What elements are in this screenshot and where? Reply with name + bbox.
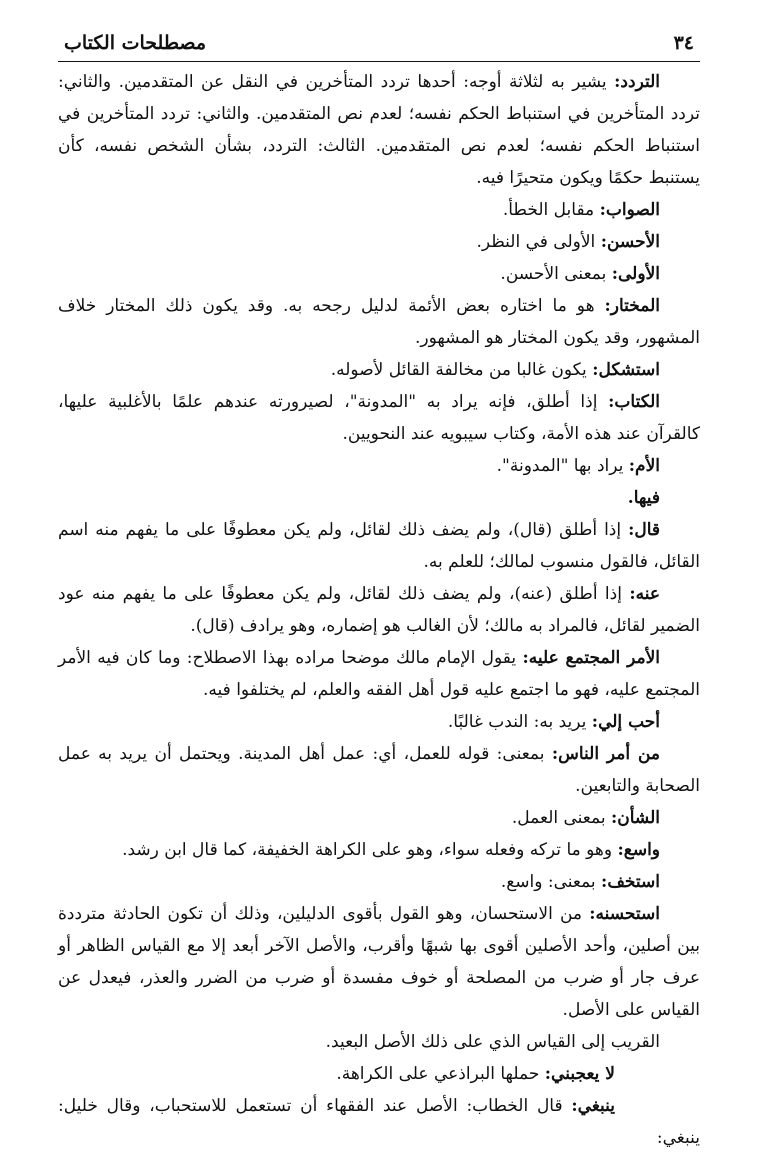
glossary-entry xyxy=(58,450,700,482)
entry-term: الصواب: xyxy=(599,200,660,220)
entry-definition: إذا أطلق، فإنه يراد به "المدونة"، لصيرورته عندهم علمًا بالأغلبية عليها، كالقرآن عند هذه الأمة، وكتاب سيبويه عند النحويين. xyxy=(58,392,700,444)
page-number: ٣٤ xyxy=(673,32,694,54)
entry-term: فيها. xyxy=(627,488,660,508)
entry-term: الأحسن: xyxy=(600,232,660,252)
entry-definition: القريب إلى القياس الذي على ذلك الأصل البعيد. xyxy=(325,1032,660,1052)
glossary-entry xyxy=(58,194,700,226)
glossary-entry xyxy=(58,354,700,386)
entry-definition: إذا أطلق (عنه)، ولم يضف ذلك لقائل، ولم يكن معطوفًا على ما يفهم منه عود الضمير لقائل، فالمراد به مالك؛ لأن الغالب هو إضماره، وهو يرادف (قال). xyxy=(58,584,700,636)
glossary-entry xyxy=(58,898,700,1026)
entry-term: أحب إلي: xyxy=(591,712,660,732)
running-header xyxy=(58,0,700,62)
glossary-entry xyxy=(58,226,700,258)
entry-term: قال: xyxy=(628,520,660,540)
glossary-entry xyxy=(58,482,700,514)
entry-term: من أمر الناس: xyxy=(551,744,661,764)
entry-term: الكتاب: xyxy=(608,392,660,412)
entry-term: الشأن: xyxy=(610,808,660,828)
entry-term: استخف: xyxy=(601,872,660,892)
glossary-entry xyxy=(58,1026,700,1058)
glossary-entry xyxy=(58,1090,700,1154)
glossary-entry xyxy=(58,834,700,866)
entry-definition: قال الخطاب: الأصل عند الفقهاء أن تستعمل للاستحباب، وقال خليل: ينبغي: xyxy=(58,1096,700,1148)
glossary-entry xyxy=(58,706,700,738)
glossary-entry xyxy=(58,514,700,578)
glossary-entry xyxy=(58,866,700,898)
glossary-entry xyxy=(58,386,700,450)
entry-definition: الأولى في النظر. xyxy=(476,232,596,252)
entry-term: الأم: xyxy=(628,456,660,476)
glossary-entry xyxy=(58,66,700,194)
entry-term: عنه: xyxy=(629,584,660,604)
glossary-entry xyxy=(58,290,700,354)
entry-definition: من الاستحسان، وهو القول بأقوى الدليلين، وذلك أن تكون الحادثة مترددة بين أصلين، وأحد الأصلين أقوى بها شبهًا وأقرب، والأصل الآخر أبعد إلا مع القياس الظاهر أو عرف جار أو ضرب من المصلحة أو خوف مفسدة أو ضرب من الضرر والعذر، فيعدل عن القياس على الأصل. xyxy=(58,904,700,1020)
entry-definition: يقول الإمام مالك موضحا مراده بهذا الاصطلاح: وما كان فيه الأمر المجتمع عليه، فهو ما اجتمع عليه قول أهل الفقه والعلم، لم يختلفوا فيه. xyxy=(58,648,700,700)
glossary-entry xyxy=(58,642,700,706)
glossary-entry xyxy=(58,578,700,642)
glossary-entry xyxy=(58,1058,700,1090)
glossary-entry xyxy=(58,738,700,802)
entry-definition: إذا أطلق (قال)، ولم يضف ذلك لقائل، ولم يكن معطوفًا على ما يفهم منه اسم القائل، فالقول منسوب لمالك؛ للعلم به. xyxy=(58,520,700,572)
glossary-entry xyxy=(58,258,700,290)
entry-term: الأولى: xyxy=(611,264,660,284)
entry-definition: هو ما اختاره بعض الأئمة لدليل رجحه به. وقد يكون ذلك المختار خلاف المشهور، وقد يكون المختار هو المشهور. xyxy=(58,296,700,348)
entry-definition: يشير به لثلاثة أوجه: أحدها تردد المتأخرين في النقل عن المتقدمين. والثاني: تردد المتأخرين في استنباط الحكم نفسه؛ لعدم نص المتقدمين. والثاني: تردد المتأخرين في استنباط الحكم نفسه؛ لعدم نص المتقدمين. الثالث: التردد، بشأن الشخص نفسه، كأن يستنبط حكمًا ويكون متحيرًا فيه. xyxy=(58,72,700,188)
glossary-entries xyxy=(58,66,700,1154)
entry-definition: مقابل الخطأ. xyxy=(502,200,595,220)
entry-definition: يريد به: الندب غالبًا. xyxy=(447,712,587,732)
entry-definition: بمعنى الأحسن. xyxy=(500,264,607,284)
glossary-entry xyxy=(58,802,700,834)
entry-term: الأمر المجتمع عليه: xyxy=(522,648,660,668)
book-title: مصطلحات الكتاب xyxy=(64,32,207,54)
entry-term: استشكل: xyxy=(592,360,660,380)
entry-definition: وهو ما تركه وفعله سواء، وهو على الكراهة الخفيفة، كما قال ابن رشد. xyxy=(122,840,613,860)
entry-term: واسع: xyxy=(617,840,660,860)
entry-definition: يراد بها "المدونة". xyxy=(496,456,624,476)
entry-definition: بمعنى: واسع. xyxy=(500,872,596,892)
entry-definition: يكون غالبا من مخالفة القائل لأصوله. xyxy=(330,360,587,380)
entry-term: ينبغي: xyxy=(571,1096,616,1116)
entry-definition: حملها البراذعي على الكراهة. xyxy=(336,1064,540,1084)
entry-definition: بمعنى: قوله للعمل، أي: عمل أهل المدينة. ويحتمل أن يريد به عمل الصحابة والتابعين. xyxy=(58,744,700,796)
entry-term: لا يعجبني: xyxy=(544,1064,615,1084)
entry-term: التردد: xyxy=(614,72,660,92)
entry-term: استحسنه: xyxy=(589,904,660,924)
entry-term: المختار: xyxy=(604,296,660,316)
entry-definition: بمعنى العمل. xyxy=(511,808,606,828)
